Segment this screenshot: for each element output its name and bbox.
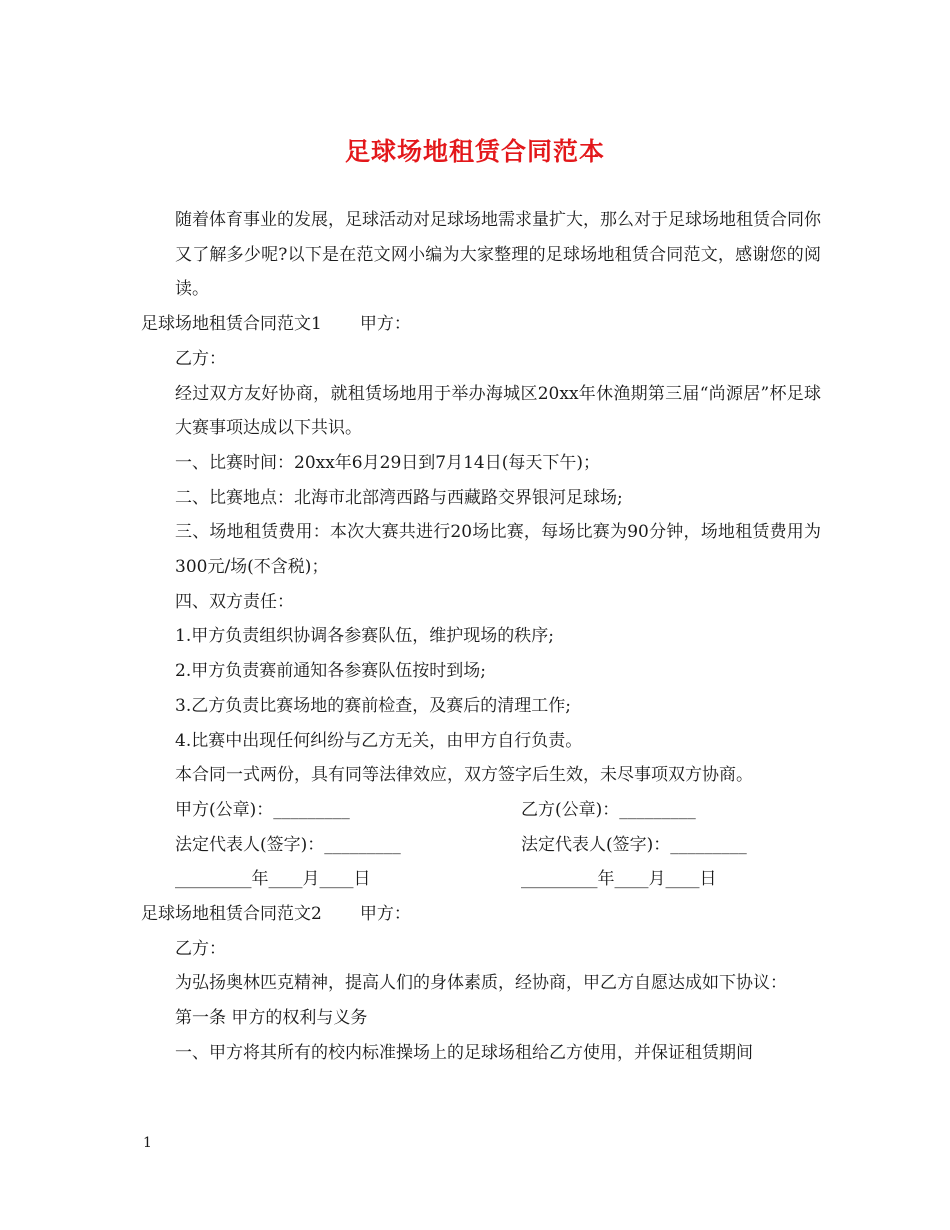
sample1-paragraph: 经过双方友好协商，就租赁场地用于举办海城区20xx年休渔期第三届“尚源居”杯足球大赛事项达成以下共识。 [175,383,821,439]
party-a-date-field: _________年____月____日 [175,869,371,890]
sample2-article-1: 第一条 甲方的权利与义务 [175,1008,368,1029]
sample2-paragraph: 为弘扬奥林匹克精神，提高人们的身体素质，经协商，甲乙方自愿达成如下协议： [175,973,787,994]
sample2-heading: 足球场地租赁合同范文2 [141,904,322,925]
intro-paragraph: 随着体育事业的发展，足球活动对足球场地需求量扩大，那么对于足球场地租赁合同你又了解多少呢?以下是在范文网小编为大家整理的足球场地租赁合同范文，感谢您的阅读。 [175,210,821,300]
signature-seal-row [141,793,821,828]
document-title: 足球场地租赁合同范本 [344,137,605,166]
party-b-date-field: _________年____月____日 [521,869,717,890]
party-a-seal-field: 甲方(公章)：_________ [175,799,350,820]
sample1-party-b: 乙方： [175,348,226,369]
sample1-closing: 本合同一式两份，具有同等法律效应，双方签字后生效，未尽事项双方协商。 [175,765,753,786]
sample1-item-fee: 三、场地租赁费用：本次大赛共进行20场比赛，每场比赛为90分钟，场地租赁费用为300元/场(不含税)； [175,522,821,578]
sample1-heading: 足球场地租赁合同范文1 [141,314,322,335]
signature-date-row [141,862,821,897]
sample1-heading-line [141,307,821,342]
sample1-item-duties: 四、双方责任： [175,591,294,612]
sample1-duty-2: 2.甲方负责赛前通知各参赛队伍按时到场; [175,661,486,682]
signature-rep-row [141,828,821,863]
sample2-party-b: 乙方： [175,938,226,959]
sample2-heading-line [141,897,821,932]
party-b-seal-field: 乙方(公章)：_________ [521,799,696,820]
sample1-item-time: 一、比赛时间：20xx年6月29日到7月14日(每天下午)； [175,452,600,473]
party-a-rep-field: 法定代表人(签字)：_________ [175,834,401,855]
sample1-item-place: 二、比赛地点：北海市北部湾西路与西藏路交界银河足球场; [175,487,623,508]
document-body [141,203,821,1071]
page-number: 1 [143,1135,152,1151]
party-b-rep-field: 法定代表人(签字)：_________ [521,834,747,855]
sample1-duty-4: 4.比赛中出现任何纠纷与乙方无关，由甲方自行负责。 [175,730,583,751]
sample2-clause-1: 一、甲方将其所有的校内标准操场上的足球场租给乙方使用，并保证租赁期间 [175,1042,753,1063]
sample1-duty-3: 3.乙方负责比赛场地的赛前检查，及赛后的清理工作; [175,695,571,716]
sample2-party-a: 甲方： [359,904,411,925]
sample1-party-a: 甲方： [359,314,411,335]
sample1-duty-1: 1.甲方负责组织协调各参赛队伍，维护现场的秩序; [175,626,554,647]
